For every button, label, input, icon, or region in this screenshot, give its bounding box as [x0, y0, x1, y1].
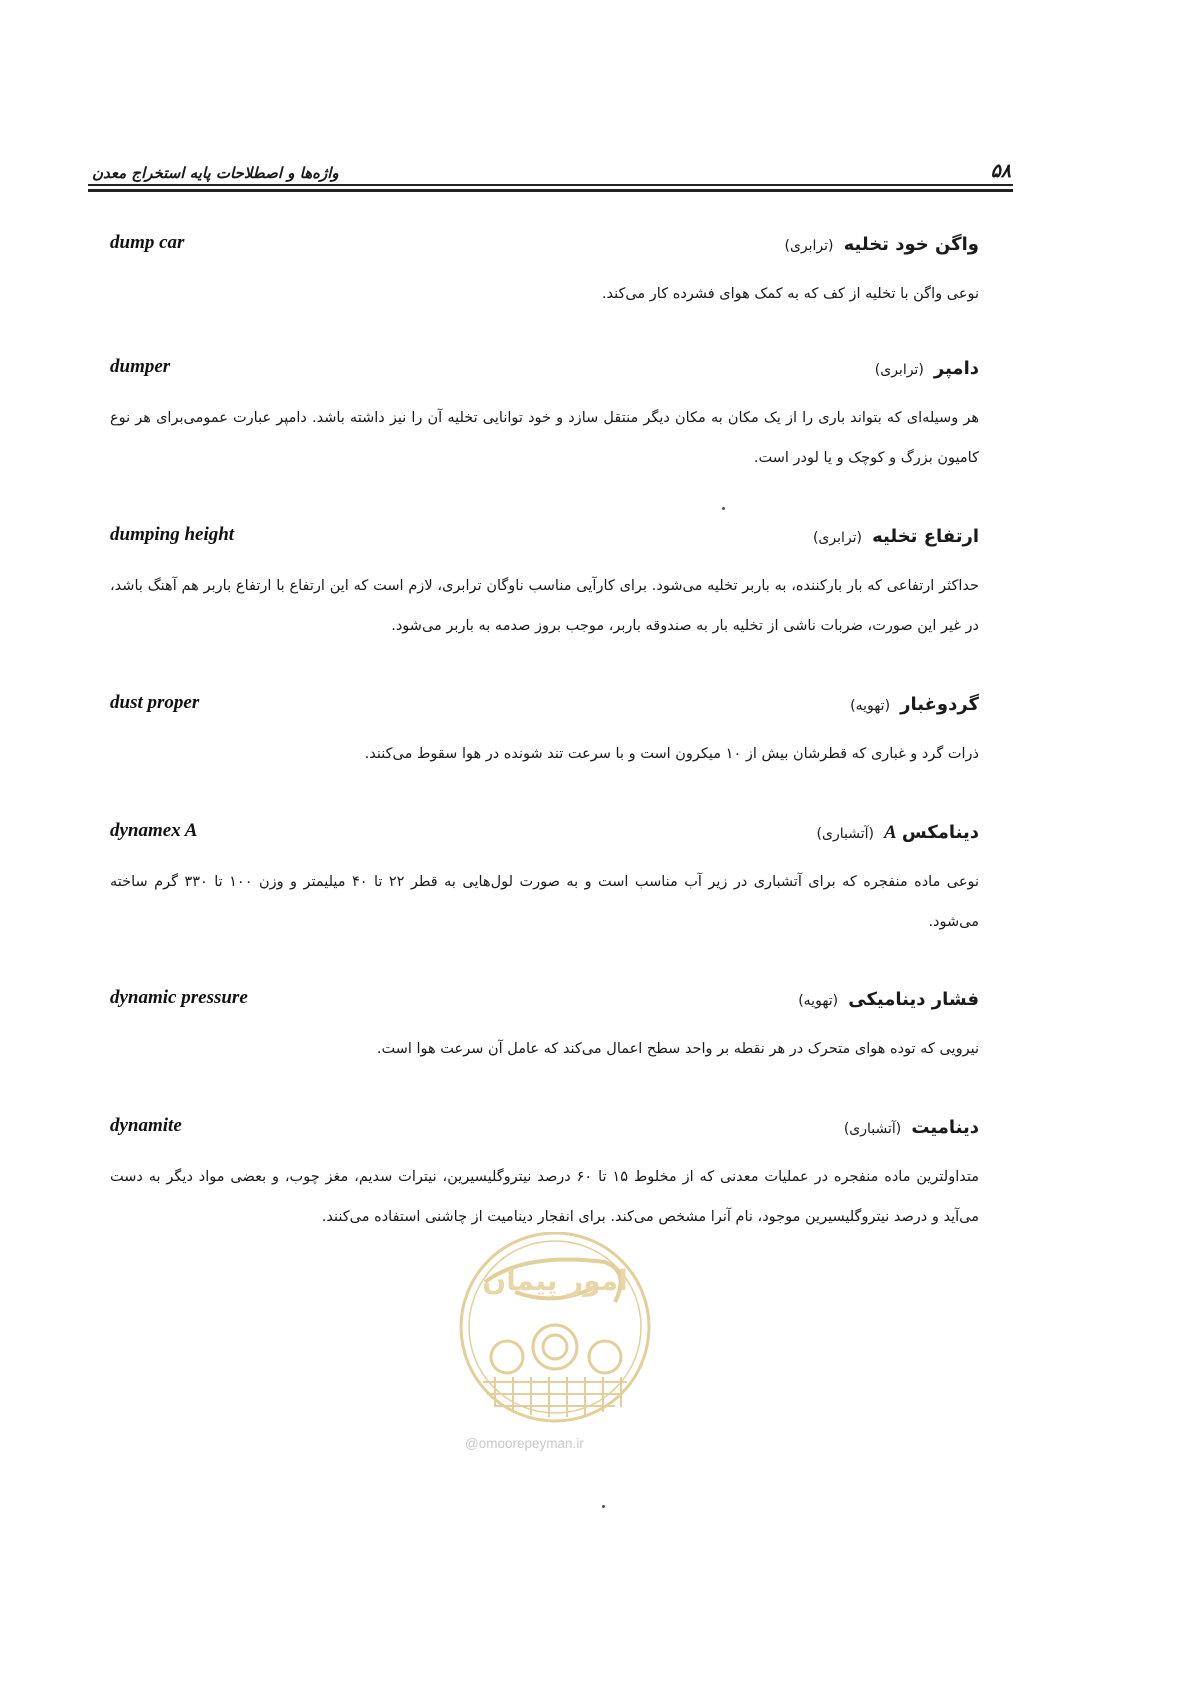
logo-text: امور پیمان [482, 1264, 628, 1297]
subject-field: (آتشباری) [843, 1121, 902, 1137]
definition: نوعی واگن با تخلیه از کف که به کمک هوای فشرده کار می‌کند. [601, 286, 979, 302]
persian-heading [875, 358, 979, 379]
subject-field: (ترابری) [874, 362, 924, 378]
persian-term: دینامکس [901, 822, 979, 843]
persian-heading [844, 1117, 979, 1138]
persian-term: فشار دینامیکی [848, 989, 979, 1010]
english-term: dynamic pressure [110, 987, 248, 1008]
header-rule-thin [88, 184, 1013, 186]
definition: حداکثر ارتفاعی که بار بارکننده، به باربر تخلیه می‌شود. برای کارآیی مناسب ناوگان ترابری، لازم است که این ارتفاع با ارتفاع باربر هم آهنگ باشد، در غیر این صورت، ضربات ناشی از تخلیه بار به صندوقه باربر، موجب بروز صدمه به باربر می‌شود. [110, 578, 979, 634]
persian-heading [813, 526, 979, 547]
persian-term: گردوغبار [900, 694, 979, 715]
english-term: dynamex A [110, 820, 198, 841]
stray-dot [602, 1505, 605, 1508]
persian-term: واگن خود تخلیه [843, 234, 979, 255]
glossary-entry-dynamic-pressure [110, 987, 979, 1057]
page-header [90, 150, 1011, 182]
definition: نیرویی که توده هوای متحرک در هر نقطه بر واحد سطح اعمال می‌کند که عامل آن سرعت هوا است. [376, 1041, 979, 1057]
english-term: dumper [110, 356, 171, 377]
persian-heading [850, 694, 979, 715]
glossary-entry-dump-car [110, 232, 979, 302]
persian-heading [784, 234, 979, 255]
header-rule-thick [88, 189, 1013, 192]
english-term: dumping height [110, 524, 235, 545]
latin-suffix: A [884, 822, 897, 843]
english-term: dynamite [110, 1115, 182, 1136]
definition: متداولترین ماده منفجره در عملیات معدنی که از مخلوط ۱۵ تا ۶۰ درصد نیتروگلیسیرین، نیترات سدیم، مغز چوب، و بعضی مواد دیگر به دست می‌آید و درصد نیتروگلیسیرین موجود، نام آنرا مشخص می‌کند. برای انفجار دینامیت از چاشنی استفاده می‌کنند. [110, 1169, 979, 1225]
glossary-entry-dumper [110, 356, 979, 476]
watermark-site: @omoorepeyman.ir [465, 1436, 584, 1451]
subject-field: (تهویه) [798, 993, 839, 1009]
definition: ذرات گرد و غباری که قطرشان بیش از ۱۰ میکرون است و با سرعت تند شونده در هوا سقوط می‌کنند. [364, 746, 979, 762]
glossary-entry-dust-proper [110, 692, 979, 762]
watermark-logo [455, 1232, 670, 1457]
subject-field: (آتشباری) [816, 826, 874, 842]
watermark-emblem-icon [455, 1232, 670, 1457]
stray-dot [722, 507, 725, 510]
subject-field: (ترابری) [784, 238, 834, 254]
glossary-entry-dumping-height [110, 524, 979, 644]
persian-heading [798, 989, 979, 1010]
subject-field: (ترابری) [812, 530, 862, 546]
page-number: ۵۸ [990, 160, 1011, 182]
english-term: dust proper [110, 692, 200, 713]
persian-term: دامپر [933, 358, 979, 379]
definition: نوعی ماده منفجره که برای آتشباری در زیر آب مناسب است و به صورت لول‌هایی به قطر ۲۲ تا ۴۰ میلیمتر و وزن ۱۰۰ تا ۳۳۰ گرم ساخته می‌شود. [110, 874, 980, 930]
glossary-entry-dynamite [110, 1115, 979, 1235]
definition: هر وسیله‌ای که بتواند باری را از یک مکان به مکان دیگر منتقل سازد و خود توانایی تخلیه آن را نیز داشته باشد. دامپر عبارت عمومی‌برای هر نوع کامیون بزرگ و کوچک و یا لودر است. [110, 410, 979, 466]
running-title: واژه‌ها و اصطلاحات پایه استخراج معدن [92, 164, 339, 182]
subject-field: (تهویه) [850, 698, 891, 714]
persian-term: ارتفاع تخلیه [872, 526, 979, 547]
english-term: dump car [110, 232, 185, 253]
persian-term: دینامیت [911, 1117, 979, 1138]
persian-heading [817, 822, 979, 844]
glossary-entry-dynamex-a [110, 820, 979, 940]
